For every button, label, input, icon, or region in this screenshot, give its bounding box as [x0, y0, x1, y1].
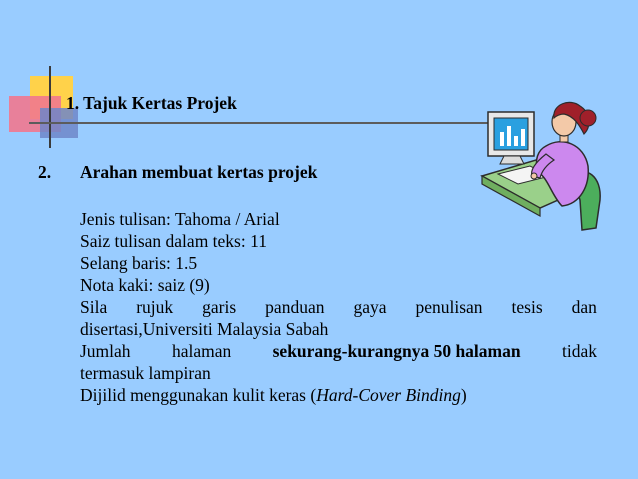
line-spacing: Selang baris: 1.5	[80, 253, 198, 273]
line-footnote: Nota kaki: saiz (9)	[80, 275, 210, 295]
pages-word: halaman	[171, 341, 232, 361]
slide-title: 1. Tajuk Kertas Projek	[66, 93, 237, 113]
binding-suffix: )	[460, 385, 467, 405]
line-binding	[80, 384, 597, 406]
title-divider	[29, 122, 507, 124]
pages-word: Jumlah	[80, 341, 131, 361]
line-guide-cont: disertasi,Universiti Malaysia Sabah	[80, 319, 329, 339]
line-pages	[80, 340, 597, 362]
line-font-type: Jenis tulisan: Tahoma / Arial	[80, 209, 280, 229]
guide-word: penulisan	[415, 297, 483, 317]
guide-word: panduan	[265, 297, 325, 317]
section-2-heading	[38, 162, 317, 183]
line-guide	[80, 296, 597, 318]
instruction-list	[80, 208, 597, 406]
pages-bold: sekurang-kurangnya 50 halaman	[272, 341, 521, 361]
guide-word: tesis	[511, 297, 543, 317]
guide-word: dan	[571, 297, 597, 317]
line-font-size: Saiz tulisan dalam teks: 11	[80, 231, 267, 251]
guide-word: garis	[202, 297, 237, 317]
guide-word: rujuk	[136, 297, 174, 317]
section-2-number: 2.	[38, 162, 52, 182]
pages-word: tidak	[562, 341, 597, 361]
line-pages-cont: termasuk lampiran	[80, 363, 211, 383]
binding-prefix: Dijilid menggunakan kulit keras (	[80, 385, 317, 405]
binding-italic: Hard-Cover Binding	[316, 385, 461, 405]
guide-word: Sila	[80, 297, 108, 317]
section-2-title: Arahan membuat kertas projek	[80, 162, 318, 182]
woman-at-computer-icon	[476, 96, 610, 236]
decor-vertical-line	[49, 66, 51, 148]
guide-word: gaya	[353, 297, 387, 317]
